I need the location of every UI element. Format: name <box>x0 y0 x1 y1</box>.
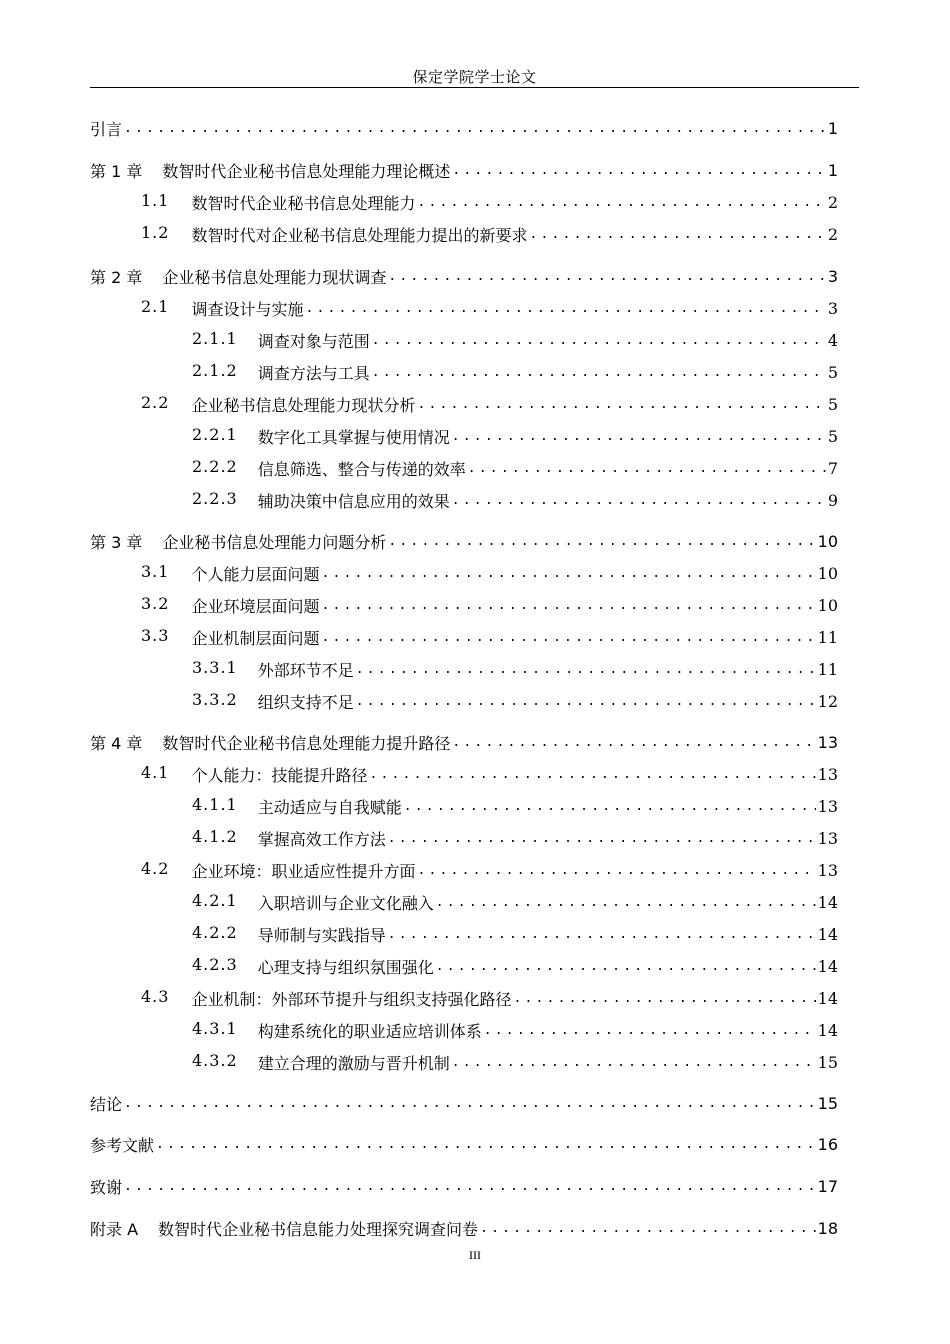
toc-entry-text <box>192 329 370 352</box>
toc-entry-number: 2.1 <box>141 296 170 316</box>
toc-leader-dots <box>452 1055 816 1070</box>
toc-entry-number: 4.2 <box>141 858 170 878</box>
toc-leader-dots <box>124 1179 816 1194</box>
toc-entry-number: 第 2 章 <box>90 267 143 287</box>
toc-entry-number: 第 1 章 <box>90 161 143 181</box>
toc-entry-number: 2.1.1 <box>192 328 238 348</box>
toc-leader-dots <box>417 195 825 210</box>
toc-entry-page: 10 <box>817 563 838 583</box>
toc-entry-text <box>90 731 450 754</box>
toc-entry[interactable] <box>90 687 838 715</box>
toc-entry-text <box>192 361 370 384</box>
toc-leader-dots <box>452 735 815 750</box>
toc-entry[interactable] <box>90 188 838 216</box>
toc-entry-number: 4.1 <box>141 762 170 782</box>
toc-entry[interactable] <box>90 952 838 980</box>
toc-entry-page: 14 <box>817 988 838 1008</box>
toc-entry-page: 13 <box>817 828 838 848</box>
toc-entry[interactable] <box>90 326 838 354</box>
toc-entry-title: 掌握高效工作方法 <box>257 829 386 849</box>
toc-leader-dots <box>468 461 826 476</box>
toc-entry-text <box>90 1175 122 1198</box>
toc-leader-dots <box>156 1137 816 1152</box>
toc-entry-text <box>90 117 122 140</box>
toc-entry-page: 3 <box>827 298 838 318</box>
toc-entry-number: 4.3 <box>141 986 170 1006</box>
toc-entry-text <box>192 795 402 818</box>
toc-entry-title: 致谢 <box>90 1177 123 1197</box>
toc-entry-page: 11 <box>817 627 838 647</box>
toc-entry-title: 企业机制：外部环节提升与组织支持强化路径 <box>191 989 512 1009</box>
toc-entry-text <box>192 658 354 681</box>
toc-entry-text <box>90 1217 478 1240</box>
toc-entry[interactable] <box>90 1130 838 1158</box>
toc-leader-dots <box>452 493 826 508</box>
toc-entry-title: 数智时代企业秘书信息处理能力提升路径 <box>162 733 451 753</box>
toc-entry-text <box>192 457 466 480</box>
toc-leader-dots <box>372 365 826 380</box>
toc-entry-page: 11 <box>817 659 838 679</box>
toc-leader-dots <box>124 121 826 136</box>
toc-entry-page: 2 <box>827 192 838 212</box>
toc-entry-number: 3.3.1 <box>192 657 238 677</box>
toc-leader-dots <box>369 767 815 782</box>
toc-leader-dots <box>436 959 816 974</box>
toc-entry-page: 14 <box>817 1020 838 1040</box>
toc-entry[interactable] <box>90 856 838 884</box>
toc-entry[interactable] <box>90 390 838 418</box>
toc-entry[interactable] <box>90 792 838 820</box>
toc-entry-title: 调查方法与工具 <box>257 363 370 383</box>
toc-entry-page: 2 <box>827 224 838 244</box>
toc-entry[interactable] <box>90 486 838 514</box>
toc-entry-title: 个人能力：技能提升路径 <box>191 765 368 785</box>
toc-leader-dots <box>321 566 815 581</box>
toc-leader-dots <box>436 895 816 910</box>
toc-entry-number: 4.2.2 <box>192 922 238 942</box>
toc-entry[interactable] <box>90 527 838 555</box>
toc-entry[interactable] <box>90 358 838 386</box>
toc-entry-text <box>192 1019 482 1042</box>
toc-leader-dots <box>452 163 825 178</box>
toc-entry-title: 企业秘书信息处理能力问题分析 <box>162 532 387 552</box>
toc-entry-number: 4.1.1 <box>192 794 238 814</box>
toc-leader-dots <box>388 831 816 846</box>
toc-entry-text <box>90 1092 122 1115</box>
toc-entry-page: 7 <box>827 458 838 478</box>
toc-entry-number: 3.3 <box>141 625 170 645</box>
toc-entry-text <box>192 955 434 978</box>
toc-entry-number: 2.2.1 <box>192 424 238 444</box>
toc-entry-text <box>192 425 450 448</box>
toc-entry-page: 10 <box>817 531 838 551</box>
toc-entry-number: 4.2.1 <box>192 890 238 910</box>
toc-entry[interactable] <box>90 1172 838 1200</box>
toc-entry-page: 10 <box>817 595 838 615</box>
toc-entry[interactable] <box>90 655 838 683</box>
page-footer <box>0 1248 950 1263</box>
toc-entry-number: 附录 A <box>90 1219 139 1239</box>
toc-entry[interactable] <box>90 984 838 1012</box>
toc-entry[interactable] <box>90 920 838 948</box>
toc-leader-dots <box>388 534 815 549</box>
toc-entry-number: 3.2 <box>141 593 170 613</box>
toc-entry-number: 4.2.3 <box>192 954 238 974</box>
toc-leader-dots <box>124 1096 816 1111</box>
toc-leader-dots <box>388 927 816 942</box>
toc-entry[interactable] <box>90 623 838 651</box>
toc-entry[interactable] <box>90 728 838 756</box>
toc-entry-text <box>141 393 415 416</box>
toc-entry-page: 12 <box>817 691 838 711</box>
toc-entry[interactable] <box>90 1089 838 1117</box>
toc-entry-title: 外部环节不足 <box>257 660 354 680</box>
toc-entry-title: 数智时代企业秘书信息处理能力 <box>191 193 416 213</box>
toc-entry-title: 调查设计与实施 <box>191 299 304 319</box>
toc-entry-title: 心理支持与组织氛围强化 <box>257 957 434 977</box>
toc-entry-text <box>90 530 386 553</box>
toc-leader-dots <box>452 429 826 444</box>
toc-entry-text <box>192 690 354 713</box>
toc-entry[interactable] <box>90 454 838 482</box>
toc-entry-page: 14 <box>817 956 838 976</box>
toc-leader-dots <box>404 799 816 814</box>
toc-entry[interactable] <box>90 1048 838 1076</box>
toc-entry-title: 数字化工具掌握与使用情况 <box>257 427 450 447</box>
toc-entry-number: 3.1 <box>141 561 170 581</box>
toc-entry-text <box>141 223 527 246</box>
toc-entry-text <box>141 987 511 1010</box>
toc-entry-page: 5 <box>827 362 838 382</box>
toc-entry-number: 2.2.3 <box>192 488 238 508</box>
toc-entry-text <box>141 191 415 214</box>
toc-entry-text <box>141 626 319 649</box>
toc-entry-page: 5 <box>827 394 838 414</box>
toc-entry-number: 第 3 章 <box>90 532 143 552</box>
toc-entry[interactable] <box>90 888 838 916</box>
toc-entry[interactable] <box>90 591 838 619</box>
toc-entry-text <box>141 562 319 585</box>
toc-leader-dots <box>356 694 816 709</box>
toc-entry-title: 企业机制层面问题 <box>191 628 320 648</box>
toc-entry-page: 13 <box>817 732 838 752</box>
toc-entry-text <box>141 763 367 786</box>
toc-entry-number: 4.1.2 <box>192 826 238 846</box>
toc-entry-title: 企业秘书信息处理能力现状分析 <box>191 395 416 415</box>
toc-entry[interactable] <box>90 294 838 322</box>
toc-entry-page: 15 <box>817 1093 838 1113</box>
toc-entry-title: 引言 <box>90 119 123 139</box>
toc-entry-page: 16 <box>817 1134 838 1154</box>
toc-entry-title: 调查对象与范围 <box>257 331 370 351</box>
header-title: 保定学院学士论文 <box>412 68 537 86</box>
toc-entry-number: 4.3.2 <box>192 1050 238 1070</box>
toc-entry-title: 组织支持不足 <box>257 692 354 712</box>
toc-leader-dots <box>513 991 815 1006</box>
toc-entry[interactable] <box>90 220 838 248</box>
toc-entry-text <box>90 1133 154 1156</box>
toc-entry[interactable] <box>90 1214 838 1242</box>
toc-entry-text <box>192 923 386 946</box>
toc-leader-dots <box>388 269 825 284</box>
toc-entry-title: 数智时代企业秘书信息能力处理探究调查问卷 <box>158 1219 479 1239</box>
toc-leader-dots <box>356 662 816 677</box>
toc-entry-text <box>90 159 450 182</box>
toc-entry-title: 辅助决策中信息应用的效果 <box>257 491 450 511</box>
toc-entry-page: 17 <box>817 1176 838 1196</box>
toc-entry-text <box>192 891 434 914</box>
toc-entry[interactable] <box>90 114 838 142</box>
toc-entry-page: 14 <box>817 924 838 944</box>
toc-leader-dots <box>480 1221 816 1236</box>
toc-entry-page: 13 <box>817 764 838 784</box>
toc-entry-page: 15 <box>817 1052 838 1072</box>
toc-entry-title: 结论 <box>90 1094 123 1114</box>
toc-entry[interactable] <box>90 824 838 852</box>
toc-entry-text <box>141 594 319 617</box>
page-header <box>90 64 859 88</box>
toc-entry-number: 3.3.2 <box>192 689 238 709</box>
toc-entry-title: 导师制与实践指导 <box>257 925 386 945</box>
toc-entry-page: 1 <box>827 160 838 180</box>
toc-entry[interactable] <box>90 760 838 788</box>
toc-entry[interactable] <box>90 1016 838 1044</box>
toc-entry-page: 4 <box>827 330 838 350</box>
toc-entry-page: 13 <box>817 796 838 816</box>
toc-entry-title: 数智时代对企业秘书信息处理能力提出的新要求 <box>191 225 528 245</box>
toc-leader-dots <box>529 227 825 242</box>
toc-entry-page: 18 <box>817 1218 838 1238</box>
toc-entry-title: 企业环境层面问题 <box>191 596 320 616</box>
toc-entry-page: 3 <box>827 266 838 286</box>
toc-entry[interactable] <box>90 422 838 450</box>
toc-entry-text <box>141 859 415 882</box>
toc-leader-dots <box>305 301 825 316</box>
toc-entry[interactable] <box>90 262 838 290</box>
toc-leader-dots <box>417 397 825 412</box>
toc-entry-title: 建立合理的激励与晋升机制 <box>257 1053 450 1073</box>
toc-entry-number: 2.2 <box>141 392 170 412</box>
toc-entry-page: 5 <box>827 426 838 446</box>
toc-entry-page: 1 <box>827 118 838 138</box>
toc-entry[interactable] <box>90 156 838 184</box>
toc-entry-title: 构建系统化的职业适应培训体系 <box>257 1021 482 1041</box>
toc-entry-number: 2.1.2 <box>192 360 238 380</box>
toc-entry[interactable] <box>90 559 838 587</box>
toc-entry-number: 1.2 <box>141 222 170 242</box>
toc-entry-page: 13 <box>817 860 838 880</box>
toc-entry-text <box>192 1051 450 1074</box>
toc-entry-title: 个人能力层面问题 <box>191 564 320 584</box>
toc-leader-dots <box>417 863 815 878</box>
toc-entry-title: 入职培训与企业文化融入 <box>257 893 434 913</box>
toc-entry-page: 14 <box>817 892 838 912</box>
toc-leader-dots <box>484 1023 816 1038</box>
toc-entry-text <box>90 265 386 288</box>
toc-entry-title: 数智时代企业秘书信息处理能力理论概述 <box>162 161 451 181</box>
toc-entry-text <box>192 827 386 850</box>
toc-entry-text <box>141 297 303 320</box>
toc-entry-title: 企业秘书信息处理能力现状调查 <box>162 267 387 287</box>
toc-leader-dots <box>321 630 815 645</box>
toc-entry-text <box>192 489 450 512</box>
toc-entry-title: 参考文献 <box>90 1135 155 1155</box>
toc-entry-page: 9 <box>827 490 838 510</box>
toc-entry-number: 4.3.1 <box>192 1018 238 1038</box>
page-number: III <box>469 1248 481 1262</box>
toc-entry-number: 2.2.2 <box>192 456 238 476</box>
toc-leader-dots <box>372 333 826 348</box>
toc-entry-title: 主动适应与自我赋能 <box>257 797 402 817</box>
toc-entry-title: 信息筛选、整合与传递的效率 <box>257 459 466 479</box>
toc-entry-number: 第 4 章 <box>90 733 143 753</box>
toc-leader-dots <box>321 598 815 613</box>
toc-entry-title: 企业环境：职业适应性提升方面 <box>191 861 416 881</box>
toc-entry-number: 1.1 <box>141 190 170 210</box>
